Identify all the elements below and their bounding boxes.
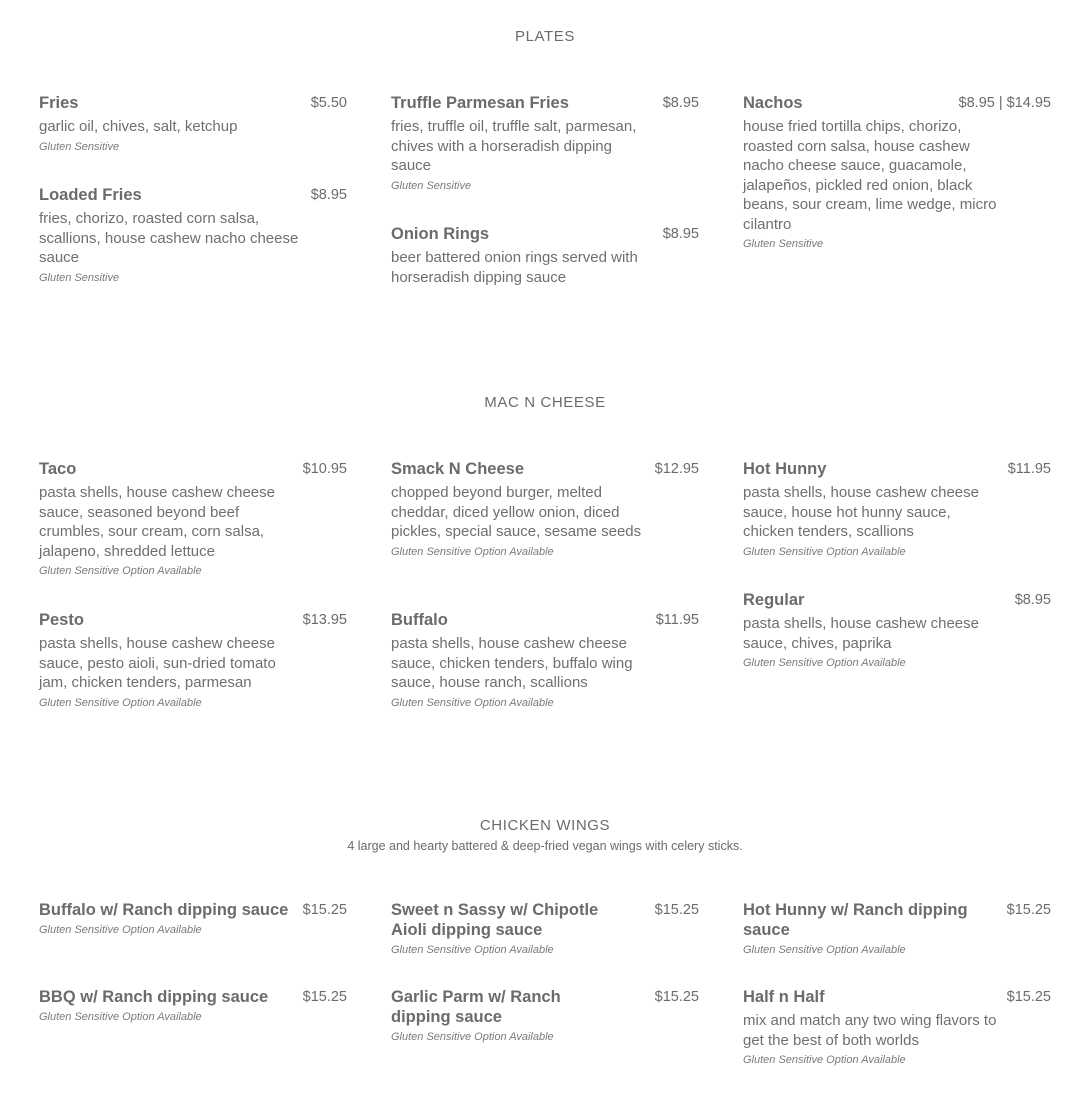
item-description: pasta shells, house cashew cheese sauce, chicken tenders, buffalo wing sauce, house ranch, scallions [391,635,633,691]
menu-item-half-n-half [743,987,1051,1070]
section-title-plates: PLATES [514,28,575,45]
item-price: $12.95 [654,461,699,477]
item-price: $5.50 [310,95,347,111]
item-description: pasta shells, house cashew cheese sauce, pesto aioli, sun-dried tomato jam, chicken tenders, parmesan [39,635,276,691]
item-name: Sweet n Sassy w/ Chipotle Aioli dipping sauce [391,901,599,939]
menu-item-hot-hunny-wings [743,900,1051,960]
item-name: Regular [743,591,805,609]
item-dietary-note: Gluten Sensitive [39,140,120,153]
item-dietary-note: Gluten Sensitive [743,238,824,250]
item-name: Hot Hunny [743,460,827,478]
item-dietary-note: Gluten Sensitive Option Available [39,924,202,936]
item-dietary-note: Gluten Sensitive Option Available [743,657,906,669]
item-name: Onion Rings [391,225,490,243]
item-dietary-note: Gluten Sensitive Option Available [391,545,554,558]
item-dietary-note: Gluten Sensitive Option Available [391,1031,554,1043]
item-description: pasta shells, house cashew cheese sauce, seasoned beyond beef crumbles, sour cream, corn salsa, jalapeno, shredded lettuce [39,484,275,560]
item-description: house fried tortilla chips, chorizo, roasted corn salsa, house cashew nacho cheese sauce, guacamole, jalapeños, pickled red onion, black beans, sour cream, lime wedge, micro cilantro [743,118,997,233]
item-name: Taco [39,460,77,478]
menu-item-taco [39,459,347,581]
menu-item-fries [39,93,347,157]
item-price: $15.25 [1006,902,1051,918]
item-price: $8.95 [310,187,347,203]
item-dietary-note: Gluten Sensitive [391,179,472,192]
item-name: Smack N Cheese [391,460,524,478]
item-price: $15.25 [1006,989,1051,1005]
menu-item-loaded-fries [39,185,347,288]
item-description: beer battered onion rings served with horseradish dipping sauce [391,249,638,286]
item-dietary-note: Gluten Sensitive Option Available [743,545,906,558]
item-price: $15.25 [654,989,699,1005]
item-name: Pesto [39,611,84,629]
menu-item-bbq-wings [39,987,347,1027]
item-description: fries, truffle oil, truffle salt, parmesan, chives with a horseradish dipping sauce [391,118,637,174]
item-name: Loaded Fries [39,186,142,204]
item-name: Fries [39,94,79,112]
menu-item-sweet-n-sassy-wings [391,900,699,960]
item-dietary-note: Gluten Sensitive Option Available [39,1011,202,1023]
section-title-mac-n-cheese: MAC N CHEESE [484,394,606,411]
menu-item-truffle-parmesan-fries [391,93,699,196]
item-name: Truffle Parmesan Fries [391,94,569,112]
item-price: $8.95 [662,226,699,242]
menu-item-nachos [743,93,1051,254]
item-dietary-note: Gluten Sensitive Option Available [743,1054,906,1066]
menu-item-pesto [39,610,347,713]
item-dietary-note: Gluten Sensitive [39,271,120,284]
item-description: garlic oil, chives, salt, ketchup [39,118,238,135]
item-description: fries, chorizo, roasted corn salsa, scallions, house cashew nacho cheese sauce [39,210,299,266]
menu-item-buffalo-wings [39,900,347,940]
item-price: $11.95 [655,612,699,628]
item-name: Nachos [743,94,803,112]
item-price: $13.95 [302,612,347,628]
item-name: Half n Half [743,988,825,1006]
menu-item-smack-n-cheese [391,459,699,562]
item-price: $15.25 [302,902,347,918]
item-dietary-note: Gluten Sensitive Option Available [39,565,202,577]
item-price: $8.95 [662,95,699,111]
item-description: pasta shells, house cashew cheese sauce, house hot hunny sauce, chicken tenders, scallions [743,484,979,540]
section-subtitle-chicken-wings: 4 large and hearty battered & deep-fried vegan wings with celery sticks. [347,839,743,853]
item-price: $11.95 [1007,461,1051,477]
item-description: pasta shells, house cashew cheese sauce, chives, paprika [743,615,979,652]
item-price: $15.25 [654,902,699,918]
menu-item-hot-hunny [743,459,1051,562]
item-dietary-note: Gluten Sensitive Option Available [391,696,554,709]
section-title-chicken-wings: CHICKEN WINGS [479,817,611,834]
item-description: chopped beyond burger, melted cheddar, diced yellow onion, diced pickles, special sauce, sesame seeds [391,484,642,540]
item-price: $15.25 [302,989,347,1005]
item-name: Hot Hunny w/ Ranch dipping sauce [743,901,968,939]
item-name: BBQ w/ Ranch dipping sauce [39,988,269,1006]
item-description: mix and match any two wing flavors to get the best of both worlds [743,1012,997,1049]
item-name: Buffalo w/ Ranch dipping sauce [39,901,289,919]
item-price: $8.95 [1014,592,1051,608]
item-name: Buffalo [391,611,448,629]
item-dietary-note: Gluten Sensitive Option Available [391,944,554,956]
item-dietary-note: Gluten Sensitive Option Available [39,696,202,709]
menu-item-buffalo [391,610,699,713]
menu-item-garlic-parm-wings [391,987,699,1047]
menu-item-regular [743,590,1051,673]
menu-item-onion-rings [391,224,699,287]
item-price: $8.95 | $14.95 [958,95,1051,111]
item-dietary-note: Gluten Sensitive Option Available [743,944,906,956]
item-name: Garlic Parm w/ Ranch dipping sauce [391,988,561,1026]
item-price: $10.95 [302,461,347,477]
